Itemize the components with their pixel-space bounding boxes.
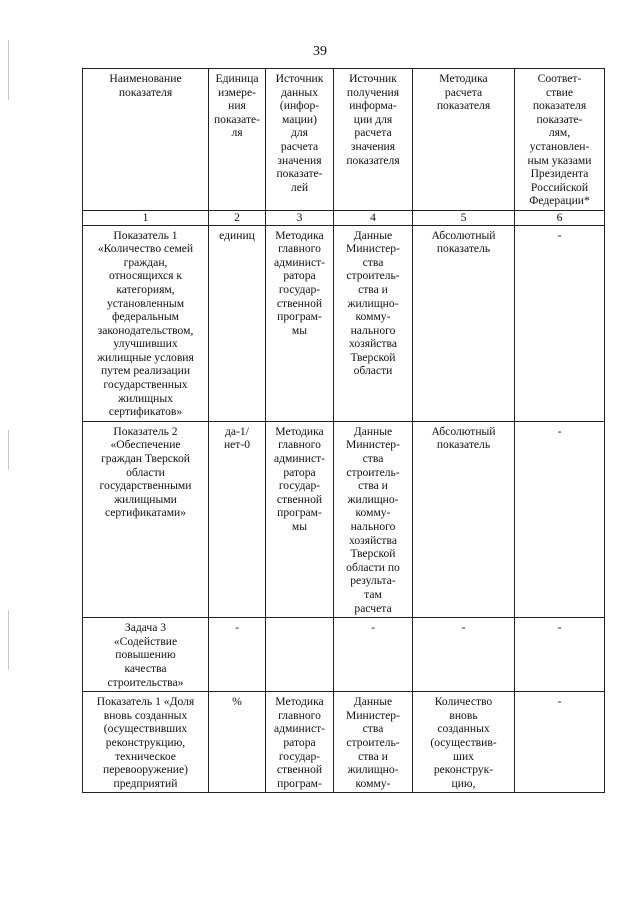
table-cell: Показатель 1 «Доля вновь созданных (осуществивших реконструкцию, техническое перевооружение) предприятий [83,692,209,793]
table-cell: единиц [209,225,266,421]
header-cell: Методика расчета показателя [413,69,515,211]
table-cell: Задача 3 «Содействие повышению качества строительства» [83,618,209,692]
table-row [83,692,605,793]
column-number: 3 [266,210,334,225]
column-number: 1 [83,210,209,225]
table-cell: - [515,618,605,692]
scan-edge-mark [8,610,9,670]
table-cell: да-1/ нет-0 [209,421,266,617]
table-cell: Данные Министер- ства строитель- ства и жилищно- комму- [334,692,413,793]
table-cell: Абсолютный показатель [413,225,515,421]
table-cell: Методика главного админист- ратора государ- ственной програм- [266,692,334,793]
page-number: 39 [313,44,327,59]
table-row [83,421,605,617]
table-cell: - [515,692,605,793]
scan-edge-mark [8,430,9,470]
table-cell: - [334,618,413,692]
indicators-table [82,68,605,793]
column-number: 4 [334,210,413,225]
table-row [83,618,605,692]
table-cell: Данные Министер- ства строитель- ства и жилищно- комму- нального хозяйства Тверской области [334,225,413,421]
scan-edge-mark [8,40,9,100]
table-cell [266,618,334,692]
column-number: 2 [209,210,266,225]
header-cell: Источник получения информа- ции для расчета значения показателя [334,69,413,211]
table-cell: Показатель 1 «Количество семей граждан, относящихся к категориям, установленным федеральным законодательством, улучшивших жилищные условия путем реализации государственных жилищных сертификатов» [83,225,209,421]
table-cell: Методика главного админист- ратора государ- ственной програм- мы [266,421,334,617]
header-cell: Соответ- ствие показателя показате- лям, установлен- ным указами Президента Российской Федерации* [515,69,605,211]
table-cell: - [413,618,515,692]
table-header-row [83,69,605,211]
table-cell: % [209,692,266,793]
header-cell: Единица измере- ния показате- ля [209,69,266,211]
column-number: 5 [413,210,515,225]
table-cell: - [209,618,266,692]
header-cell: Источник данных (инфор- мации) для расчета значения показате- лей [266,69,334,211]
column-number: 6 [515,210,605,225]
table-cell: - [515,421,605,617]
table-row [83,225,605,421]
table-cell: Количество вновь созданных (осуществив- ших реконструк- цию, [413,692,515,793]
table-cell: Абсолютный показатель [413,421,515,617]
table-cell: Методика главного админист- ратора государ- ственной програм- мы [266,225,334,421]
table-cell: Показатель 2 «Обеспечение граждан Тверской области государственными жилищными сертификатами» [83,421,209,617]
header-cell: Наименование показателя [83,69,209,211]
column-number-row [83,210,605,225]
table-cell: - [515,225,605,421]
table-cell: Данные Министер- ства строитель- ства и жилищно- комму- нального хозяйства Тверской области по результа- там расчета [334,421,413,617]
